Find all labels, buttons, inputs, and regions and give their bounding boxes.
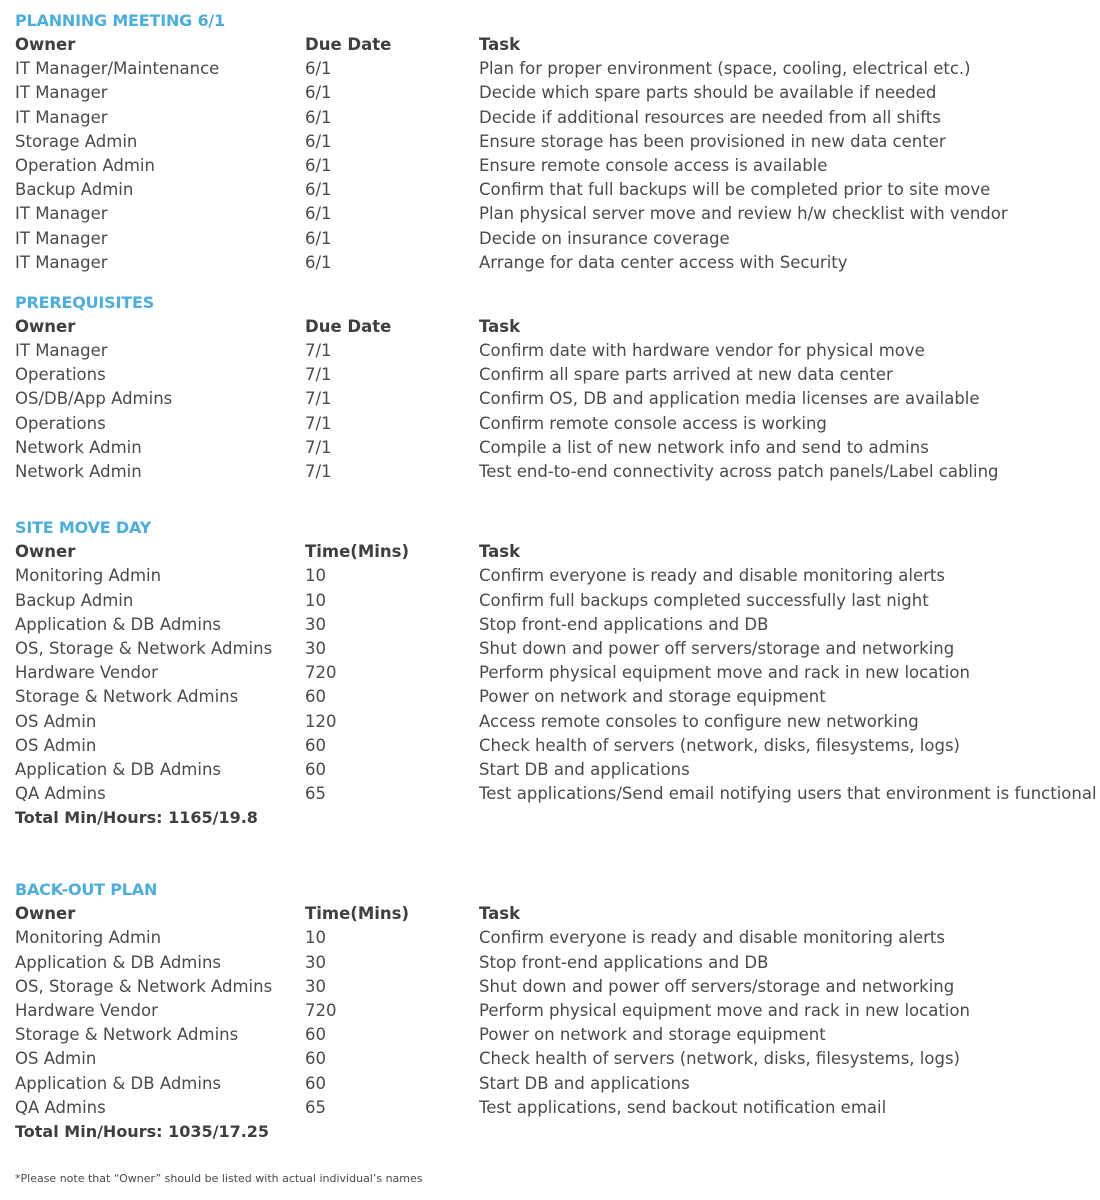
table-row: [15, 81, 1097, 105]
cell-owner: IT Manager: [15, 252, 108, 272]
cell-task: Start DB and applications: [479, 1073, 690, 1093]
cell-task: Confirm everyone is ready and disable monitoring alerts: [479, 928, 945, 948]
table-header: [15, 540, 1097, 564]
table-row: [15, 227, 1097, 251]
cell-time: 6/1: [305, 204, 332, 224]
cell-time: 7/1: [305, 413, 332, 433]
cell-task: Start DB and applications: [479, 759, 690, 779]
cell-time: 65: [305, 784, 326, 804]
cell-task: Perform physical equipment move and rack in new location: [479, 663, 970, 683]
cell-time: 6/1: [305, 131, 332, 151]
header-task: Task: [479, 316, 521, 336]
cell-time: 6/1: [305, 59, 332, 79]
cell-time: 60: [305, 1073, 326, 1093]
header-due-date: Due Date: [305, 316, 392, 336]
table-row: [15, 412, 1097, 436]
table-row: [15, 106, 1097, 130]
cell-task: Confirm that full backups will be completed prior to site move: [479, 180, 991, 200]
cell-owner: OS, Storage & Network Admins: [15, 976, 273, 996]
cell-owner: Storage & Network Admins: [15, 1025, 239, 1045]
cell-time: 60: [305, 735, 326, 755]
cell-time: 60: [305, 1025, 326, 1045]
cell-task: Confirm everyone is ready and disable monitoring alerts: [479, 566, 945, 586]
cell-owner: Operation Admin: [15, 155, 155, 175]
cell-owner: Backup Admin: [15, 180, 134, 200]
cell-time: 6/1: [305, 228, 332, 248]
table-row: [15, 178, 1097, 202]
header-task: Task: [479, 35, 521, 54]
table-row: [15, 564, 1097, 588]
cell-time: 60: [305, 687, 326, 707]
cell-owner: QA Admins: [15, 784, 106, 804]
cell-task: Power on network and storage equipment: [479, 1025, 826, 1045]
total-summary: Total Min/Hours: 1165/19.8: [15, 808, 258, 828]
table-row: [15, 202, 1097, 226]
cell-task: Decide on insurance coverage: [479, 228, 730, 248]
section-prerequisites: [15, 291, 1097, 484]
cell-task: Ensure remote console access is available: [479, 155, 828, 175]
header-owner: Owner: [15, 35, 76, 54]
cell-task: Shut down and power off servers/storage and networking: [479, 638, 955, 658]
section-title: PLANNING MEETING 6/1: [15, 11, 225, 30]
cell-time: 720: [305, 663, 337, 683]
cell-task: Shut down and power off servers/storage and networking: [479, 976, 955, 996]
cell-owner: Hardware Vendor: [15, 663, 158, 683]
cell-owner: Application & DB Admins: [15, 614, 222, 634]
table-header: [15, 33, 1097, 57]
table-row: [15, 613, 1097, 637]
cell-task: Confirm OS, DB and application media licenses are available: [479, 389, 980, 409]
footnote: *Please note that “Owner” should be listed with actual individual’s names: [15, 1172, 423, 1185]
cell-owner: IT Manager: [15, 228, 108, 248]
section-back-out-plan: [15, 878, 1097, 1144]
table-row: [15, 363, 1097, 387]
cell-owner: OS Admin: [15, 1049, 97, 1069]
cell-time: 120: [305, 711, 337, 731]
section-gap: [15, 275, 1097, 291]
cell-time: 6/1: [305, 252, 332, 272]
header-owner: Owner: [15, 542, 76, 562]
header-time: Time(Mins): [305, 542, 410, 562]
header-task: Task: [479, 904, 521, 924]
cell-time: 6/1: [305, 83, 332, 103]
document: [15, 9, 1097, 1144]
cell-time: 7/1: [305, 365, 332, 385]
cell-owner: OS Admin: [15, 711, 97, 731]
table-row: [15, 436, 1097, 460]
header-owner: Owner: [15, 316, 76, 336]
header-task: Task: [479, 542, 521, 562]
section-title: SITE MOVE DAY: [15, 518, 151, 538]
table-row: [15, 926, 1097, 950]
cell-time: 7/1: [305, 437, 332, 457]
cell-time: 7/1: [305, 341, 332, 361]
table-body: [15, 57, 1097, 275]
cell-owner: IT Manager: [15, 83, 108, 103]
cell-task: Plan for proper environment (space, cooling, electrical etc.): [479, 59, 971, 79]
cell-owner: IT Manager: [15, 107, 108, 127]
cell-task: Confirm all spare parts arrived at new data center: [479, 365, 893, 385]
cell-time: 60: [305, 1049, 326, 1069]
cell-task: Confirm full backups completed successfully last night: [479, 590, 929, 610]
table-header: [15, 902, 1097, 926]
cell-owner: IT Manager/Maintenance: [15, 59, 220, 79]
total-summary: Total Min/Hours: 1035/17.25: [15, 1121, 270, 1141]
table-row: [15, 758, 1097, 782]
table-row: [15, 387, 1097, 411]
table-row: [15, 975, 1097, 999]
cell-task: Ensure storage has been provisioned in new data center: [479, 131, 946, 151]
section-title: BACK-OUT PLAN: [15, 880, 158, 900]
cell-time: 6/1: [305, 107, 332, 127]
cell-task: Test end-to-end connectivity across patch panels/Label cabling: [479, 462, 999, 481]
cell-owner: IT Manager: [15, 204, 108, 224]
header-time: Time(Mins): [305, 904, 410, 924]
cell-owner: Application & DB Admins: [15, 759, 222, 779]
section-gap: [15, 484, 1097, 516]
cell-owner: QA Admins: [15, 1097, 106, 1117]
cell-owner: OS/DB/App Admins: [15, 389, 173, 409]
cell-owner: Monitoring Admin: [15, 566, 162, 586]
cell-task: Power on network and storage equipment: [479, 687, 826, 707]
cell-owner: Network Admin: [15, 462, 142, 481]
cell-task: Confirm date with hardware vendor for physical move: [479, 341, 925, 361]
cell-owner: Application & DB Admins: [15, 952, 222, 972]
cell-task: Check health of servers (network, disks, filesystems, logs): [479, 1049, 960, 1069]
table-row: [15, 1047, 1097, 1071]
section-site-move-day: [15, 516, 1097, 830]
cell-time: 65: [305, 1097, 326, 1117]
cell-owner: Operations: [15, 413, 106, 433]
cell-task: Stop front-end applications and DB: [479, 614, 769, 634]
cell-task: Compile a list of new network info and send to admins: [479, 437, 929, 457]
table-header: [15, 315, 1097, 339]
cell-owner: OS, Storage & Network Admins: [15, 638, 273, 658]
cell-owner: OS Admin: [15, 735, 97, 755]
cell-owner: Backup Admin: [15, 590, 134, 610]
cell-task: Check health of servers (network, disks, filesystems, logs): [479, 735, 960, 755]
table-row: [15, 154, 1097, 178]
table-body: [15, 926, 1097, 1120]
cell-time: 6/1: [305, 155, 332, 175]
table-row: [15, 1096, 1097, 1120]
cell-task: Stop front-end applications and DB: [479, 952, 769, 972]
table-row: [15, 637, 1097, 661]
cell-time: 30: [305, 976, 326, 996]
header-due-date: Due Date: [305, 35, 392, 54]
cell-time: 60: [305, 759, 326, 779]
cell-task: Arrange for data center access with Security: [479, 252, 848, 272]
table-row: [15, 1023, 1097, 1047]
cell-time: 720: [305, 1001, 337, 1020]
table-row: [15, 661, 1097, 685]
table-row: [15, 130, 1097, 154]
cell-time: 10: [305, 566, 326, 586]
table-row: [15, 685, 1097, 709]
table-row: [15, 589, 1097, 613]
section-title: PREREQUISITES: [15, 292, 155, 312]
table-body: [15, 564, 1097, 806]
cell-owner: Operations: [15, 365, 106, 385]
section-planning-meeting: [15, 9, 1097, 275]
cell-task: Decide which spare parts should be available if needed: [479, 83, 937, 103]
cell-time: 30: [305, 638, 326, 658]
cell-owner: Hardware Vendor: [15, 1001, 158, 1020]
table-row: [15, 999, 1097, 1023]
cell-time: 7/1: [305, 389, 332, 409]
table-row: [15, 1072, 1097, 1096]
table-row: [15, 734, 1097, 758]
cell-task: Plan physical server move and review h/w checklist with vendor: [479, 204, 1008, 224]
cell-owner: Storage Admin: [15, 131, 138, 151]
cell-task: Perform physical equipment move and rack in new location: [479, 1001, 970, 1020]
table-row: [15, 251, 1097, 275]
cell-task: Test applications, send backout notification email: [479, 1097, 887, 1117]
cell-time: 30: [305, 614, 326, 634]
section-gap: [15, 830, 1097, 878]
table-row: [15, 57, 1097, 81]
cell-owner: Network Admin: [15, 437, 142, 457]
cell-time: 30: [305, 952, 326, 972]
table-body: [15, 339, 1097, 484]
cell-time: 7/1: [305, 462, 332, 481]
table-row: [15, 460, 1097, 484]
cell-task: Confirm remote console access is working: [479, 413, 827, 433]
cell-task: Test applications/Send email notifying users that environment is functional: [479, 784, 1097, 804]
table-row: [15, 339, 1097, 363]
table-row: [15, 782, 1097, 806]
table-row: [15, 710, 1097, 734]
cell-owner: Storage & Network Admins: [15, 687, 239, 707]
cell-task: Decide if additional resources are needed from all shifts: [479, 107, 941, 127]
cell-time: 6/1: [305, 180, 332, 200]
cell-task: Access remote consoles to configure new networking: [479, 711, 919, 731]
cell-time: 10: [305, 590, 326, 610]
cell-time: 10: [305, 928, 326, 948]
cell-owner: Monitoring Admin: [15, 928, 162, 948]
header-owner: Owner: [15, 904, 76, 924]
cell-owner: Application & DB Admins: [15, 1073, 222, 1093]
table-row: [15, 951, 1097, 975]
cell-owner: IT Manager: [15, 341, 108, 361]
